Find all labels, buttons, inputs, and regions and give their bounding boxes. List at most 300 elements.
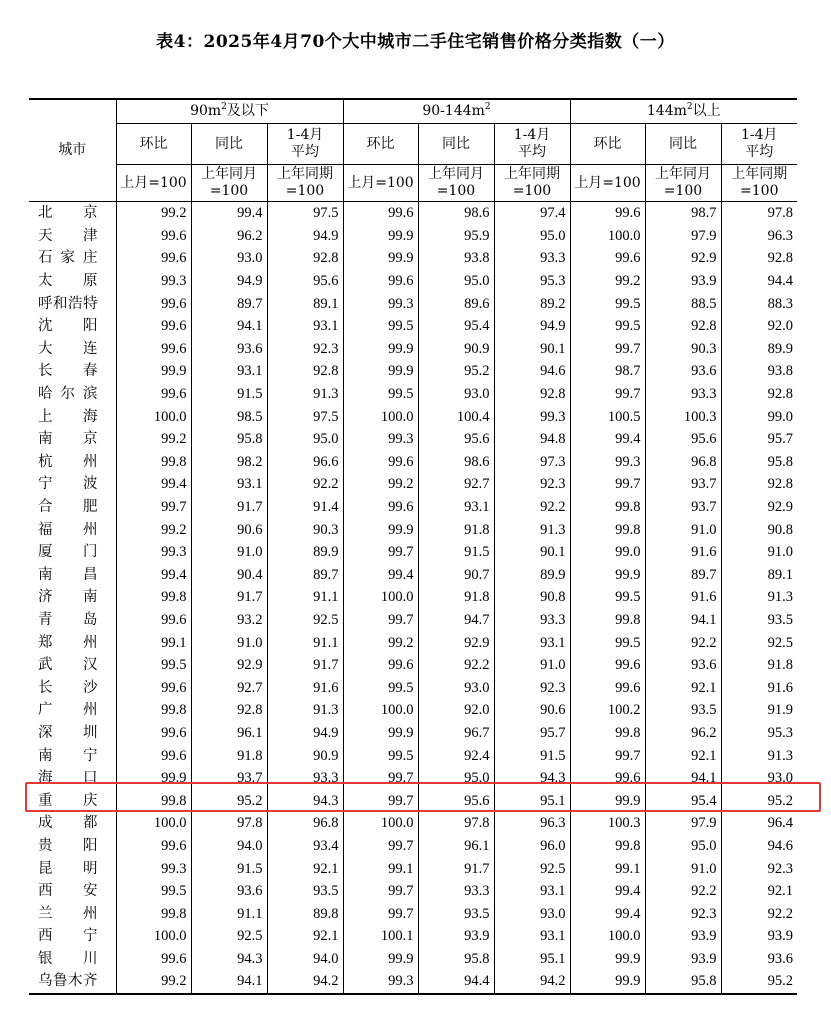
index-value: 99.6 — [116, 676, 191, 699]
index-value: 92.3 — [494, 473, 570, 496]
index-value: 99.6 — [116, 338, 191, 361]
index-value: 99.4 — [570, 880, 645, 903]
sub-header-ytd-avg: 1-4月 平均 — [267, 124, 343, 165]
table-row — [29, 405, 797, 428]
index-value: 91.0 — [645, 518, 721, 541]
base-header-mom: 上月=100 — [116, 165, 191, 202]
index-value: 95.3 — [494, 270, 570, 293]
index-value: 93.0 — [721, 767, 797, 790]
index-value: 98.6 — [418, 202, 494, 225]
index-value: 92.1 — [645, 676, 721, 699]
index-value: 99.5 — [570, 586, 645, 609]
index-value: 91.3 — [494, 518, 570, 541]
index-value: 99.4 — [570, 902, 645, 925]
table-row — [29, 428, 797, 451]
index-value: 99.9 — [570, 970, 645, 994]
base-header-ytd-avg: 上年同期 =100 — [267, 165, 343, 202]
index-value: 93.1 — [494, 925, 570, 948]
index-value: 90.6 — [191, 518, 267, 541]
index-value: 95.4 — [645, 789, 721, 812]
index-value: 90.9 — [418, 338, 494, 361]
city-name: 武汉 — [38, 657, 98, 674]
index-value: 96.3 — [721, 225, 797, 248]
index-value: 90.9 — [267, 744, 343, 767]
index-value: 91.0 — [191, 541, 267, 564]
base-header-yoy: 上年同月 =100 — [418, 165, 494, 202]
index-value: 93.5 — [418, 902, 494, 925]
index-value: 99.7 — [343, 835, 418, 858]
index-value: 99.3 — [116, 541, 191, 564]
index-value: 94.9 — [267, 225, 343, 248]
index-value: 99.7 — [570, 744, 645, 767]
index-value: 93.0 — [418, 676, 494, 699]
index-value: 89.7 — [191, 292, 267, 315]
index-value: 99.1 — [116, 631, 191, 654]
index-value: 92.9 — [191, 654, 267, 677]
index-value: 92.3 — [645, 902, 721, 925]
city-name: 广州 — [38, 702, 98, 719]
index-value: 91.6 — [645, 586, 721, 609]
index-value: 94.9 — [494, 315, 570, 338]
index-value: 89.9 — [494, 564, 570, 587]
index-value: 94.4 — [418, 970, 494, 994]
index-value: 99.9 — [570, 564, 645, 587]
index-value: 91.3 — [721, 744, 797, 767]
index-value: 97.9 — [645, 225, 721, 248]
index-value: 90.3 — [267, 518, 343, 541]
index-value: 99.6 — [116, 315, 191, 338]
index-value: 90.7 — [418, 564, 494, 587]
index-value: 91.8 — [418, 586, 494, 609]
index-value: 92.3 — [494, 676, 570, 699]
table-row — [29, 812, 797, 835]
index-value: 99.4 — [570, 428, 645, 451]
sub-header-mom: 环比 — [570, 124, 645, 165]
index-value: 99.9 — [116, 360, 191, 383]
index-value: 99.2 — [116, 202, 191, 225]
index-value: 91.8 — [721, 654, 797, 677]
index-value: 97.5 — [267, 405, 343, 428]
city-name: 福州 — [38, 521, 98, 538]
index-value: 91.1 — [267, 631, 343, 654]
index-value: 93.3 — [645, 383, 721, 406]
index-value: 99.3 — [116, 857, 191, 880]
index-value: 92.3 — [267, 338, 343, 361]
index-value: 99.9 — [343, 518, 418, 541]
index-value: 99.9 — [343, 247, 418, 270]
table-row — [29, 225, 797, 248]
table-row — [29, 202, 797, 225]
index-value: 92.5 — [191, 925, 267, 948]
index-value: 99.8 — [570, 496, 645, 519]
index-value: 91.8 — [191, 744, 267, 767]
index-value: 96.6 — [267, 451, 343, 474]
index-value: 89.2 — [494, 292, 570, 315]
table-row — [29, 586, 797, 609]
city-name: 青岛 — [38, 611, 98, 628]
city-name: 南京 — [38, 431, 98, 448]
index-value: 97.9 — [645, 812, 721, 835]
index-value: 95.6 — [418, 428, 494, 451]
group-header-large: $144m^2$以上 — [570, 99, 797, 124]
city-name: 重庆 — [38, 792, 98, 809]
table-row — [29, 609, 797, 632]
index-value: 95.8 — [191, 428, 267, 451]
index-value: 99.8 — [116, 586, 191, 609]
index-value: 92.4 — [418, 744, 494, 767]
index-value: 92.5 — [721, 631, 797, 654]
index-value: 95.2 — [191, 789, 267, 812]
index-value: 95.8 — [721, 451, 797, 474]
index-value: 91.4 — [267, 496, 343, 519]
index-value: 92.1 — [267, 857, 343, 880]
index-value: 99.8 — [570, 518, 645, 541]
table-row — [29, 631, 797, 654]
city-name: 深圳 — [38, 724, 98, 741]
index-value: 91.3 — [267, 699, 343, 722]
index-value: 94.7 — [418, 609, 494, 632]
index-value: 92.8 — [267, 247, 343, 270]
index-value: 95.0 — [418, 270, 494, 293]
index-value: 91.6 — [645, 541, 721, 564]
index-value: 99.4 — [343, 564, 418, 587]
city-name: 贵阳 — [38, 837, 98, 854]
index-value: 99.3 — [343, 970, 418, 994]
base-header-yoy: 上年同月 =100 — [645, 165, 721, 202]
index-value: 93.6 — [191, 338, 267, 361]
city-name: 西安 — [38, 883, 98, 900]
index-value: 91.0 — [645, 857, 721, 880]
index-value: 99.6 — [116, 609, 191, 632]
index-value: 93.2 — [191, 609, 267, 632]
table-row — [29, 722, 797, 745]
index-value: 95.7 — [494, 722, 570, 745]
index-value: 89.9 — [267, 541, 343, 564]
index-value: 99.5 — [343, 383, 418, 406]
index-value: 92.0 — [418, 699, 494, 722]
index-value: 93.1 — [494, 631, 570, 654]
index-value: 92.2 — [645, 631, 721, 654]
city-name: 合肥 — [38, 499, 98, 516]
index-value: 91.1 — [191, 902, 267, 925]
index-value: 93.0 — [494, 902, 570, 925]
base-header-ytd-avg: 上年同期 =100 — [494, 165, 570, 202]
index-value: 90.8 — [494, 586, 570, 609]
table-row — [29, 360, 797, 383]
index-value: 94.3 — [494, 767, 570, 790]
index-value: 100.3 — [570, 812, 645, 835]
index-value: 99.6 — [343, 451, 418, 474]
table-row — [29, 564, 797, 587]
index-value: 99.7 — [343, 880, 418, 903]
index-value: 93.1 — [418, 496, 494, 519]
index-value: 93.5 — [721, 609, 797, 632]
index-value: 99.6 — [116, 225, 191, 248]
table-row — [29, 925, 797, 948]
index-value: 94.6 — [494, 360, 570, 383]
index-value: 99.7 — [343, 767, 418, 790]
index-value: 90.6 — [494, 699, 570, 722]
city-name: 郑州 — [38, 634, 98, 651]
index-value: 99.2 — [343, 631, 418, 654]
index-value: 99.7 — [343, 541, 418, 564]
index-value: 95.2 — [721, 789, 797, 812]
group-header-medium: $90-144m^2$ — [343, 99, 570, 124]
index-value: 99.9 — [343, 225, 418, 248]
table-header — [29, 99, 797, 202]
city-name: 大连 — [38, 340, 98, 357]
index-value: 96.2 — [191, 225, 267, 248]
base-header-mom: 上月=100 — [343, 165, 418, 202]
index-value: 99.7 — [570, 338, 645, 361]
table-row — [29, 789, 797, 812]
index-value: 91.6 — [267, 676, 343, 699]
index-value: 96.7 — [418, 722, 494, 745]
base-header-mom: 上月=100 — [570, 165, 645, 202]
city-name: 杭州 — [38, 453, 98, 470]
index-value: 94.3 — [191, 948, 267, 971]
index-value: 95.0 — [645, 835, 721, 858]
index-value: 99.8 — [116, 451, 191, 474]
index-value: 99.5 — [343, 315, 418, 338]
index-value: 100.0 — [343, 586, 418, 609]
index-value: 98.2 — [191, 451, 267, 474]
index-value: 99.6 — [570, 654, 645, 677]
index-value: 94.1 — [191, 970, 267, 994]
index-value: 93.0 — [191, 247, 267, 270]
sub-header-mom: 环比 — [343, 124, 418, 165]
table-row — [29, 473, 797, 496]
index-value: 89.1 — [267, 292, 343, 315]
table-row — [29, 383, 797, 406]
sub-header-row — [29, 124, 797, 165]
index-value: 93.7 — [191, 767, 267, 790]
index-value: 95.6 — [418, 789, 494, 812]
index-value: 90.1 — [494, 338, 570, 361]
index-value: 92.1 — [645, 744, 721, 767]
index-value: 94.9 — [267, 722, 343, 745]
index-value: 93.1 — [191, 360, 267, 383]
index-value: 99.6 — [343, 496, 418, 519]
table-row — [29, 292, 797, 315]
table-row — [29, 315, 797, 338]
index-value: 99.1 — [570, 857, 645, 880]
index-value: 98.7 — [570, 360, 645, 383]
index-value: 96.1 — [191, 722, 267, 745]
index-value: 89.7 — [267, 564, 343, 587]
index-value: 96.2 — [645, 722, 721, 745]
city-name: 南宁 — [38, 747, 98, 764]
sub-header-yoy: 同比 — [645, 124, 721, 165]
index-value: 92.8 — [721, 247, 797, 270]
index-value: 95.0 — [418, 767, 494, 790]
index-value: 99.4 — [116, 473, 191, 496]
index-value: 99.5 — [570, 292, 645, 315]
index-value: 99.3 — [494, 405, 570, 428]
city-name: 呼和浩特 — [38, 295, 98, 312]
index-value: 92.8 — [494, 383, 570, 406]
base-header-yoy: 上年同月 =100 — [191, 165, 267, 202]
price-index-table — [29, 98, 797, 995]
table-row — [29, 744, 797, 767]
index-value: 97.4 — [494, 202, 570, 225]
sub-header-ytd-avg: 1-4月 平均 — [721, 124, 797, 165]
index-value: 95.8 — [418, 948, 494, 971]
city-name: 沈阳 — [38, 318, 98, 335]
index-value: 99.5 — [343, 744, 418, 767]
index-value: 99.1 — [343, 857, 418, 880]
index-value: 91.0 — [494, 654, 570, 677]
index-value: 99.6 — [116, 835, 191, 858]
city-name: 石家庄 — [38, 250, 98, 267]
index-value: 100.0 — [343, 699, 418, 722]
index-value: 93.7 — [645, 496, 721, 519]
city-name: 昆明 — [38, 860, 98, 877]
index-value: 99.5 — [343, 676, 418, 699]
group-header-small: $90m^2$及以下 — [116, 99, 343, 124]
index-value: 94.9 — [191, 270, 267, 293]
index-value: 93.3 — [418, 880, 494, 903]
index-value: 99.6 — [570, 676, 645, 699]
index-value: 93.6 — [645, 360, 721, 383]
table-row — [29, 902, 797, 925]
index-value: 99.0 — [570, 541, 645, 564]
index-value: 92.8 — [191, 699, 267, 722]
index-value: 90.8 — [721, 518, 797, 541]
city-name: 成都 — [38, 815, 98, 832]
index-value: 100.0 — [116, 812, 191, 835]
index-value: 96.1 — [418, 835, 494, 858]
index-value: 99.9 — [343, 360, 418, 383]
index-value: 91.6 — [721, 676, 797, 699]
table-row — [29, 247, 797, 270]
index-value: 96.8 — [267, 812, 343, 835]
index-value: 95.3 — [721, 722, 797, 745]
table-row — [29, 451, 797, 474]
index-value: 93.9 — [645, 948, 721, 971]
table-row — [29, 676, 797, 699]
index-value: 98.6 — [418, 451, 494, 474]
index-value: 99.7 — [343, 789, 418, 812]
index-value: 99.6 — [116, 948, 191, 971]
index-value: 91.7 — [191, 586, 267, 609]
index-value: 99.8 — [116, 902, 191, 925]
table-title: 表4：2025年4月70个大中城市二手住宅销售价格分类指数（一） — [156, 32, 675, 52]
city-name: 哈尔滨 — [38, 386, 98, 403]
index-value: 93.1 — [494, 880, 570, 903]
index-value: 97.8 — [721, 202, 797, 225]
index-value: 99.7 — [570, 473, 645, 496]
index-value: 92.9 — [721, 496, 797, 519]
index-value: 93.3 — [267, 767, 343, 790]
table-row — [29, 948, 797, 971]
index-value: 91.7 — [191, 496, 267, 519]
index-value: 100.1 — [343, 925, 418, 948]
index-value: 100.0 — [570, 225, 645, 248]
index-value: 99.7 — [343, 609, 418, 632]
city-name: 长春 — [38, 363, 98, 380]
index-value: 91.7 — [418, 857, 494, 880]
index-value: 99.2 — [570, 270, 645, 293]
index-value: 91.5 — [191, 857, 267, 880]
index-value: 92.0 — [721, 315, 797, 338]
index-value: 99.6 — [116, 383, 191, 406]
index-value: 93.1 — [267, 315, 343, 338]
index-value: 92.5 — [267, 609, 343, 632]
index-value: 89.8 — [267, 902, 343, 925]
index-value: 99.6 — [570, 247, 645, 270]
index-value: 99.6 — [570, 767, 645, 790]
index-value: 95.2 — [721, 970, 797, 994]
index-value: 97.5 — [267, 202, 343, 225]
index-value: 95.1 — [494, 789, 570, 812]
index-value: 99.6 — [343, 654, 418, 677]
index-value: 89.1 — [721, 564, 797, 587]
base-header-row — [29, 165, 797, 202]
index-value: 99.8 — [570, 835, 645, 858]
index-value: 92.9 — [418, 631, 494, 654]
index-value: 99.5 — [570, 631, 645, 654]
index-value: 93.7 — [645, 473, 721, 496]
index-value: 92.2 — [494, 496, 570, 519]
table-row — [29, 857, 797, 880]
index-value: 99.2 — [343, 473, 418, 496]
index-value: 97.3 — [494, 451, 570, 474]
index-value: 88.5 — [645, 292, 721, 315]
index-value: 98.5 — [191, 405, 267, 428]
index-value: 96.3 — [494, 812, 570, 835]
index-value: 90.3 — [645, 338, 721, 361]
index-value: 99.6 — [116, 247, 191, 270]
index-value: 94.1 — [645, 609, 721, 632]
city-name: 太原 — [38, 273, 98, 290]
index-value: 99.9 — [570, 948, 645, 971]
index-value: 96.0 — [494, 835, 570, 858]
index-value: 91.7 — [267, 654, 343, 677]
city-name: 兰州 — [38, 905, 98, 922]
index-value: 91.3 — [267, 383, 343, 406]
city-name: 上海 — [38, 408, 98, 425]
index-value: 93.4 — [267, 835, 343, 858]
index-value: 95.0 — [267, 428, 343, 451]
table-row — [29, 880, 797, 903]
index-value: 93.9 — [645, 925, 721, 948]
index-value: 95.0 — [494, 225, 570, 248]
table-row — [29, 270, 797, 293]
index-value: 100.0 — [116, 405, 191, 428]
index-value: 92.2 — [267, 473, 343, 496]
index-value: 99.5 — [116, 654, 191, 677]
city-column-header: 城市 — [29, 99, 116, 202]
index-value: 93.3 — [494, 609, 570, 632]
city-name: 南昌 — [38, 566, 98, 583]
index-value: 99.5 — [116, 880, 191, 903]
index-value: 92.7 — [418, 473, 494, 496]
index-value: 94.4 — [721, 270, 797, 293]
index-value: 99.9 — [343, 722, 418, 745]
index-value: 100.0 — [570, 925, 645, 948]
sub-header-mom: 环比 — [116, 124, 191, 165]
index-value: 99.8 — [116, 699, 191, 722]
index-value: 99.4 — [191, 202, 267, 225]
index-value: 99.5 — [570, 315, 645, 338]
index-value: 96.8 — [645, 451, 721, 474]
index-value: 89.6 — [418, 292, 494, 315]
sub-header-ytd-avg: 1-4月 平均 — [494, 124, 570, 165]
base-header-ytd-avg: 上年同期 =100 — [721, 165, 797, 202]
index-value: 93.0 — [418, 383, 494, 406]
index-value: 99.7 — [570, 383, 645, 406]
